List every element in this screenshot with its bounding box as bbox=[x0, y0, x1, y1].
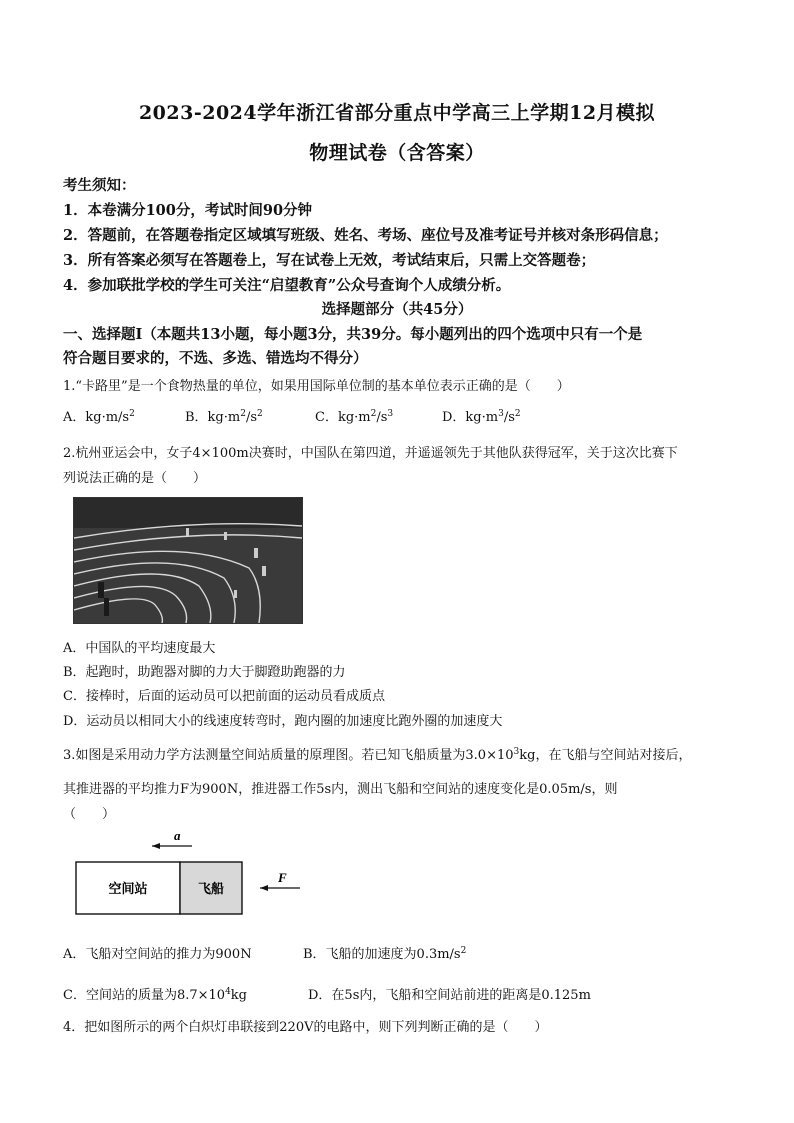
space-station-label: 空间站 bbox=[108, 882, 148, 897]
q3-option-a: A．飞船对空间站的推力为900N bbox=[63, 947, 252, 962]
notice-item-3: 3．所有答案必须写在答题卷上，写在试卷上无效，考试结束后，只需上交答题卷； bbox=[63, 252, 596, 269]
q4-stem: 4．把如图所示的两个白炽灯串联接到220V的电路中，则下列判断正确的是（ ） bbox=[63, 1020, 548, 1035]
notice-heading: 考生须知： bbox=[63, 177, 136, 194]
q3-option-d: D．在5s内，飞船和空间站前进的距离是0.125m bbox=[308, 988, 591, 1003]
q1-option-a: A．$kg\cdot m/s^2$ bbox=[63, 409, 135, 425]
part-title-line2: 符合题目要求的，不选、多选、错选均不得分） bbox=[63, 350, 368, 367]
force-label: F bbox=[278, 870, 287, 885]
q1-stem: 1.“卡路里”是一个食物热量的单位，如果用国际单位制的基本单位表示正确的是（ ） bbox=[63, 379, 570, 394]
q3-stem-line3: （ ） bbox=[63, 807, 116, 822]
q1-option-d: D．$kg\cdot m^3/s^2$ bbox=[442, 409, 521, 425]
q3-stem-line2: 其推进器的平均推力F为900N，推进器工作5s内，测出飞船和空间站的速度变化是0.05m/s，则 bbox=[63, 782, 618, 797]
running-track-photo bbox=[73, 497, 303, 624]
part-title-line1: 一、选择题Ⅰ（本题共13小题，每小题3分，共39分。每小题列出的四个选项中只有一个是 bbox=[63, 326, 643, 343]
section-title: 选择题部分（共45分） bbox=[321, 301, 473, 318]
exam-subtitle: 物理试卷（含答案） bbox=[309, 142, 485, 164]
q2-stem-line1: 2.杭州亚运会中，女子4×100m决赛时，中国队在第四道，并遥遥领先于其他队获得冠军，关于这次比赛下 bbox=[63, 446, 678, 461]
q3-stem-line1: 3.如图是采用动力学方法测量空间站质量的原理图。若已知飞船质量为$3.0\times 10^3kg$，在飞船与空间站对接后， bbox=[63, 747, 692, 763]
acceleration-label: a bbox=[174, 828, 181, 843]
q1-option-c: C．$kg\cdot m^2/s^3$ bbox=[315, 409, 394, 425]
q2-option-c: C．接棒时，后面的运动员可以把前面的运动员看成质点 bbox=[63, 689, 385, 704]
q3-option-c: C．空间站的质量为$8.7\times 10^4kg$ bbox=[63, 987, 247, 1003]
q2-option-a: A．中国队的平均速度最大 bbox=[63, 641, 216, 656]
acceleration-arrowhead bbox=[152, 843, 160, 849]
q2-option-b: B．起跑时，助跑器对脚的力大于脚蹬助跑器的力 bbox=[63, 665, 346, 680]
q2-stem-line2: 列说法正确的是（ ） bbox=[63, 471, 207, 486]
notice-item-4: 4．参加联批学校的学生可关注“启望教育”公众号查询个人成绩分析。 bbox=[63, 277, 511, 294]
q2-option-d: D．运动员以相同大小的线速度转弯时，跑内圈的加速度比跑外圈的加速度大 bbox=[63, 714, 503, 729]
spacecraft-diagram bbox=[70, 826, 310, 922]
notice-item-2: 2．答题前，在答题卷指定区域填写班级、姓名、考场、座位号及准考证号并核对条形码信息； bbox=[63, 227, 668, 244]
q1-option-b: B．$kg\cdot m^2/s^2$ bbox=[185, 409, 263, 425]
spaceship-label: 飞船 bbox=[197, 882, 225, 897]
force-arrowhead bbox=[260, 885, 268, 891]
exam-title: 2023-2024学年浙江省部分重点中学高三上学期12月模拟 bbox=[138, 102, 656, 124]
q3-option-b: B．飞船的加速度为$0.3m/s^2$ bbox=[303, 946, 467, 962]
notice-item-1: 1．本卷满分100分，考试时间90分钟 bbox=[63, 202, 313, 219]
